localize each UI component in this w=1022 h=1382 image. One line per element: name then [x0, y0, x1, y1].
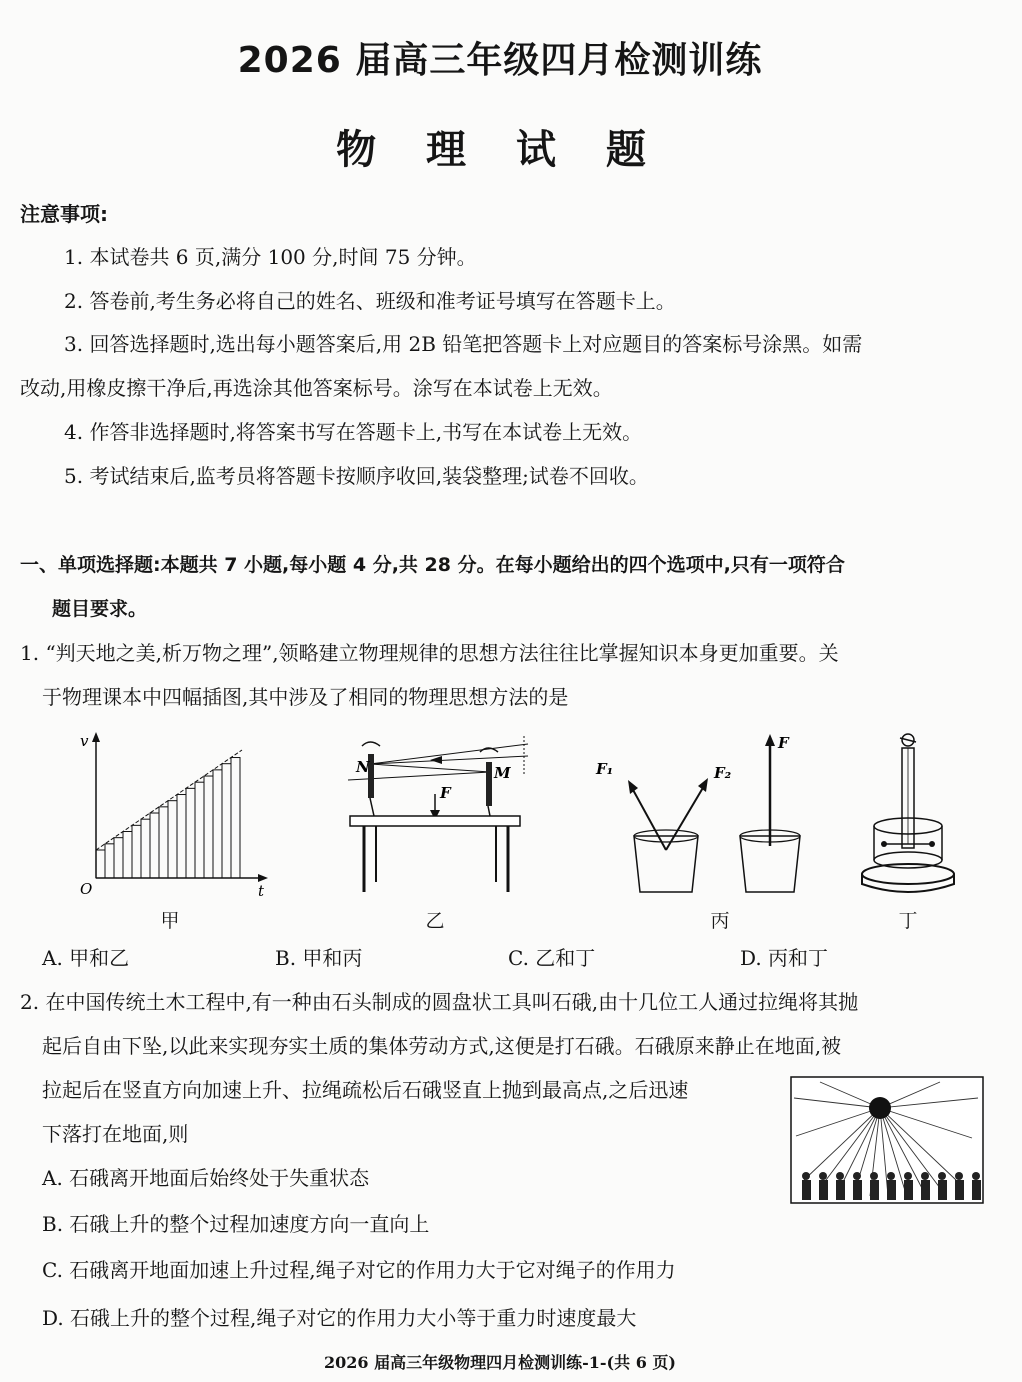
q1-stem-cont: 于物理课本中四幅插图,其中涉及了相同的物理思想方法的是: [42, 685, 569, 709]
light-arrow: [430, 756, 442, 764]
worker-head: [972, 1172, 980, 1180]
worker-head: [904, 1172, 912, 1180]
caption-bing: 丙: [710, 910, 730, 932]
q2-stem-cont-3: 下落打在地面,则: [42, 1122, 189, 1146]
notice-item-3: 3. 回答选择题时,选出每小题答案后,用 2B 铅笔把答题卡上对应题目的答案标号涂黑。如需: [64, 332, 863, 356]
stone-disc: [869, 1097, 891, 1119]
worker-body: [802, 1180, 811, 1200]
step-rect: [222, 764, 231, 878]
worker-body: [921, 1180, 930, 1200]
worker-body: [836, 1180, 845, 1200]
step-rect: [213, 770, 222, 878]
notice-item-5: 5. 考试结束后,监考员将答题卡按顺序收回,装袋整理;试卷不回收。: [64, 464, 649, 488]
step-rect: [168, 801, 177, 878]
section-heading: 一、单项选择题:本题共 7 小题,每小题 4 分,共 28 分。在每小题给出的四个选项中,只有一项符合: [20, 554, 845, 576]
worker-head: [938, 1172, 946, 1180]
step-rect: [114, 838, 123, 878]
v-axis-arrow: [92, 732, 100, 742]
q2-option-d: D. 石硪上升的整个过程,绳子对它的作用力大小等于重力时速度最大: [42, 1306, 637, 1330]
exam-title: 2026 届高三年级四月检测训练: [237, 40, 763, 81]
caption-ding: 丁: [898, 910, 918, 932]
label-f: F: [440, 784, 451, 802]
worker-head: [836, 1172, 844, 1180]
worker-head: [955, 1172, 963, 1180]
figure-bing-buckets: [588, 728, 818, 900]
step-rect: [150, 813, 159, 878]
step-rect: [186, 788, 195, 878]
label-m: M: [494, 764, 511, 782]
q2-option-b: B. 石硪上升的整个过程加速度方向一直向上: [42, 1212, 430, 1236]
section-heading-cont: 题目要求。: [52, 598, 148, 620]
worker-head: [870, 1172, 878, 1180]
notice-item-2: 2. 答卷前,考生务必将自己的姓名、班级和准考证号填写在答题卡上。: [64, 289, 676, 313]
figure-yi-mirror-table: [340, 732, 540, 902]
worker-body: [904, 1180, 913, 1200]
page-footer: 2026 届高三年级物理四月检测训练-1-(共 6 页): [324, 1353, 676, 1372]
caption-jia: 甲: [160, 910, 180, 932]
q2-stem-cont-1: 起后自由下坠,以此来实现夯实土质的集体劳动方式,这便是打石硪。石硪原来静止在地面,被: [42, 1034, 842, 1058]
axis-label-v: v: [80, 732, 89, 750]
step-rectangles: [96, 758, 240, 878]
worker-head: [887, 1172, 895, 1180]
worker-head: [853, 1172, 861, 1180]
q2-option-a: A. 石硪离开地面后始终处于失重状态: [42, 1166, 370, 1190]
worker-body: [819, 1180, 828, 1200]
mirror-m: [486, 762, 492, 806]
t-axis-arrow: [258, 874, 268, 882]
figure-stone-rammer: [790, 1076, 984, 1204]
q1-option-a: A. 甲和乙: [42, 946, 130, 970]
label-f-up: F: [778, 734, 789, 752]
base: [862, 864, 954, 884]
axis-label-o: O: [80, 880, 93, 898]
step-rect: [141, 819, 150, 878]
worker-body: [887, 1180, 896, 1200]
worker-body: [955, 1180, 964, 1200]
worker-body: [870, 1180, 879, 1200]
caption-yi: 乙: [425, 910, 445, 932]
subject-title: 物 理 试 题: [336, 127, 664, 173]
step-rect: [204, 776, 213, 878]
worker-body: [853, 1180, 862, 1200]
step-rect: [195, 782, 204, 878]
worker-body: [972, 1180, 981, 1200]
vt-line: [96, 750, 242, 850]
q2-stem: 2. 在中国传统土木工程中,有一种由石头制成的圆盘状工具叫石硪,由十几位工人通过拉绳将其抛: [20, 990, 859, 1014]
notice-item-3-cont: 改动,用橡皮擦干净后,再选涂其他答案标号。涂写在本试卷上无效。: [20, 376, 613, 400]
notice-heading: 注意事项:: [20, 202, 108, 226]
worker-head: [802, 1172, 810, 1180]
step-rect: [96, 850, 105, 878]
q1-option-b: B. 甲和丙: [275, 946, 363, 970]
q2-stem-cont-2: 拉起后在竖直方向加速上升、拉绳疏松后石硪竖直上抛到最高点,之后迅速: [42, 1078, 689, 1102]
notice-item-4: 4. 作答非选择题时,将答案书写在答题卡上,书写在本试卷上无效。: [64, 420, 643, 444]
step-rect: [231, 758, 240, 878]
q2-option-c: C. 石硪离开地面加速上升过程,绳子对它的作用力大于它对绳子的作用力: [42, 1258, 676, 1282]
arrow-f2: [698, 778, 708, 792]
label-n: N: [356, 758, 370, 776]
worker-body: [938, 1180, 947, 1200]
axis-label-t: t: [258, 882, 265, 900]
label-f1: F₁: [596, 760, 614, 778]
notice-item-1: 1. 本试卷共 6 页,满分 100 分,时间 75 分钟。: [64, 245, 477, 269]
figure-ding-torsion-balance: [860, 728, 960, 900]
q1-stem: 1. “判天地之美,析万物之理”,领略建立物理规律的思想方法往往比掌握知识本身更加重要。关: [20, 641, 839, 665]
step-rect: [177, 795, 186, 878]
worker-head: [819, 1172, 827, 1180]
q1-option-c: C. 乙和丁: [508, 946, 596, 970]
step-rect: [105, 844, 114, 878]
step-rect: [123, 832, 132, 878]
table-top: [350, 816, 520, 826]
figure-jia-vt-graph: [72, 728, 272, 900]
step-rect: [132, 825, 141, 878]
label-f2: F₂: [714, 764, 732, 782]
step-rect: [159, 807, 168, 878]
arrow-f-up: [765, 734, 775, 746]
worker-head: [921, 1172, 929, 1180]
q1-option-d: D. 丙和丁: [740, 946, 829, 970]
bucket-left: [634, 836, 698, 892]
